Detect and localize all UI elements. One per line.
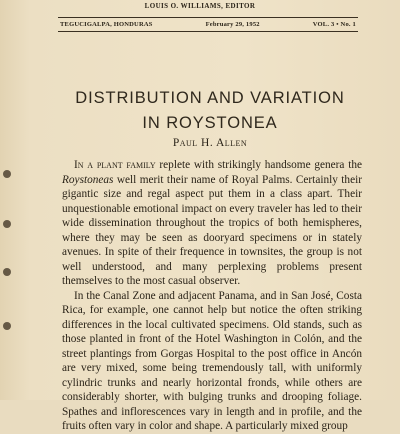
- genus-name: Roystoneas: [62, 173, 114, 186]
- editor-line: LOUIS O. WILLIAMS, EDITOR: [144, 2, 256, 10]
- paragraph-2: In the Canal Zone and adjacent Panama, and in San José, Costa Rica, for example, one cannot help but notice the often striking differences in the local cultivated specimens. Old stands, such as those planted in front of the Hotel Washington in Colón, and the street plantings from Gorgas Hospital to the post office in Ancón are very mixed, some being tremendously tall, with uniformly cylindric trunks and nearly horizontal fronds, while others are considerably shorter, with bulging trunks and drooping foliage. Spathes and inflorescences vary in length and in profile, and the fruits often vary in color and shape. A particularly mixed group: [62, 289, 362, 432]
- title-line-2: IN ROYSTONEA: [142, 114, 278, 132]
- issue-info-bar: [60, 21, 356, 28]
- article-title: [40, 86, 380, 136]
- article-body: [62, 158, 362, 434]
- place: TEGUCIGALPA, HONDURAS: [60, 21, 153, 28]
- paragraph-lead-in: In a plant family: [74, 159, 156, 171]
- title-line-1: DISTRIBUTION AND VARIATION: [75, 89, 345, 107]
- volume-number: VOL. 3 • No. 1: [312, 21, 356, 28]
- article-author: Paul H. Allen: [172, 137, 248, 149]
- paragraph-1: In a plant family replete with strikingly handsome genera the Roystoneas well merit their name of Royal Palms. Certainly their gigantic size and regal aspect put them in a class apart. Their unquestionable emotional impact on every traveler has led to their wide dissemination throughout the tropics of both hemispheres, where they may be seen as dooryard specimens or in stately avenues. In spite of their frequence in townsites, the group is not well understood, and many perplexing problems present themselves to the most casual observer.: [62, 159, 362, 287]
- header-rule-bottom: [58, 31, 358, 32]
- issue-date: February 29, 1952: [205, 21, 260, 28]
- header-rule-top: [58, 17, 358, 18]
